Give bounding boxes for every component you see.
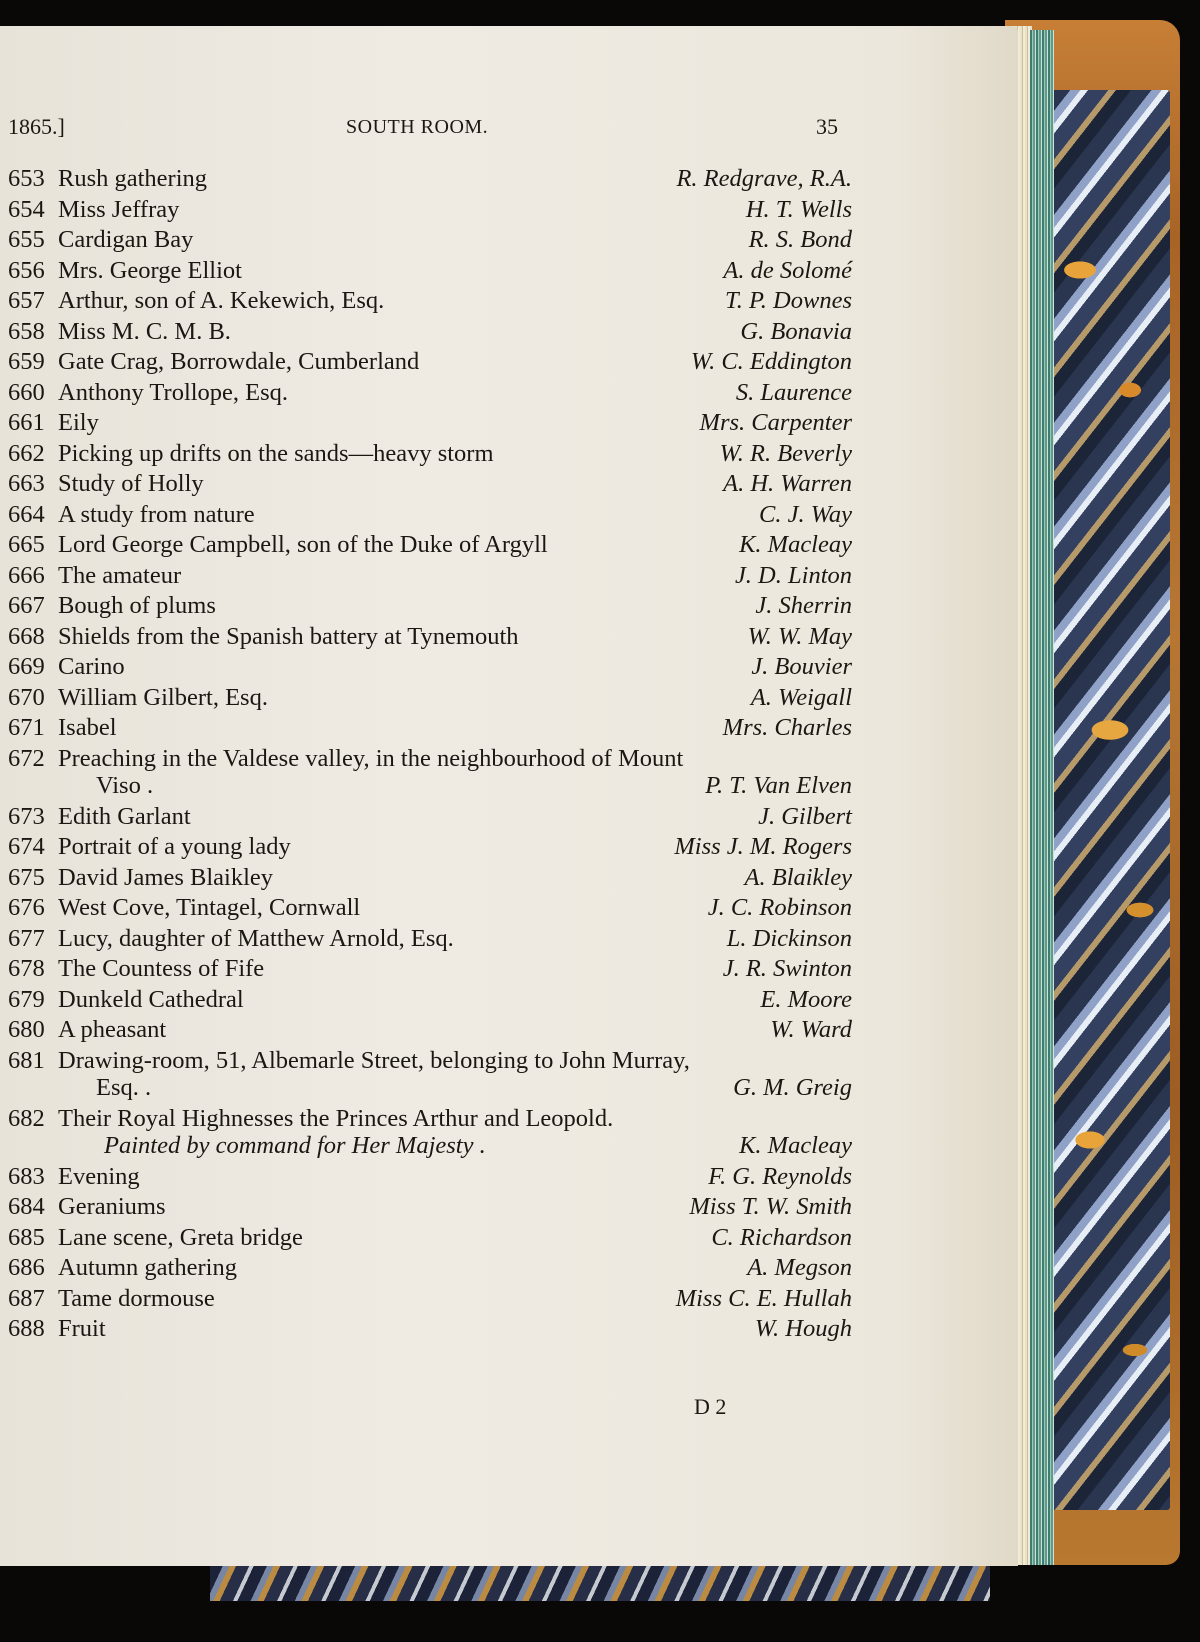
entry-artist: W. C. Eddington	[690, 348, 852, 375]
entry-title: Portrait of a young lady	[58, 833, 291, 860]
catalogue-entry	[8, 1223, 852, 1253]
entry-number: 665	[8, 531, 45, 558]
entry-number: 654	[8, 195, 45, 223]
catalogue-entry	[8, 744, 852, 774]
fore-edge	[1030, 30, 1054, 1575]
entry-artist: S. Laurence	[735, 378, 852, 406]
entry-title: Rush gathering	[58, 165, 208, 192]
entry-artist: A. H. Warren	[723, 470, 852, 497]
entry-title: Miss Jeffray	[58, 195, 180, 223]
entry-title: Lord George Campbell, son of the Duke of Argyll	[58, 531, 548, 558]
catalogue-entry	[8, 347, 852, 377]
entry-number: 658	[8, 317, 45, 345]
entry-title: Bough of plums	[58, 592, 216, 619]
entry-number: 676	[8, 894, 45, 921]
catalogue-entry	[8, 317, 852, 347]
entry-title: Geraniums	[58, 1193, 166, 1220]
entry-number: 680	[8, 1016, 45, 1043]
entry-number: 682	[8, 1104, 45, 1132]
catalogue-entry	[8, 469, 852, 499]
entry-title: Fruit	[58, 1315, 106, 1342]
entry-title: Tame dormouse	[58, 1284, 215, 1312]
entry-artist: Miss T. W. Smith	[689, 1193, 852, 1220]
entry-title: The Countess of Fife	[58, 955, 265, 982]
entry-title: Isabel	[58, 714, 117, 741]
entry-title: Lane scene, Greta bridge	[58, 1223, 303, 1251]
entry-title: Study of Holly	[58, 470, 204, 497]
entry-artist: J. D. Linton	[734, 561, 852, 589]
entry-artist: A. Blaikley	[744, 863, 852, 891]
entry-artist: F. G. Reynolds	[708, 1162, 852, 1190]
entry-title: Anthony Trollope, Esq.	[58, 378, 289, 406]
catalogue-entry	[8, 802, 852, 832]
entry-artist: W. Ward	[770, 1016, 852, 1043]
printed-page	[0, 26, 1018, 1566]
entry-number: 681	[8, 1046, 45, 1074]
entry-title: David James Blaikley	[58, 863, 274, 891]
catalogue-entry	[8, 622, 852, 652]
entry-title: A pheasant	[58, 1016, 167, 1043]
catalogue-entry	[8, 1015, 852, 1045]
entry-artist: W. Hough	[754, 1315, 852, 1342]
catalogue-entry-continuation	[8, 1073, 852, 1103]
entry-title: Edith Garlant	[58, 802, 191, 830]
catalogue-entry	[8, 256, 852, 286]
catalogue-entry	[8, 1162, 852, 1192]
entry-artist: R. Redgrave, R.A.	[676, 165, 852, 192]
catalogue-entry-continuation	[8, 1131, 852, 1161]
marbled-endpaper	[1050, 90, 1170, 1510]
catalogue-entry	[8, 1284, 852, 1314]
entry-artist: Mrs. Carpenter	[699, 409, 852, 436]
entry-number: 671	[8, 714, 45, 741]
entry-number: 687	[8, 1284, 45, 1312]
bottom-marbled-edge	[210, 1565, 990, 1601]
header-page-number: 35	[816, 114, 838, 139]
entry-title: Evening	[58, 1162, 140, 1190]
entry-artist: A. Weigall	[750, 683, 852, 711]
entry-title-continuation: Esq. .	[96, 1074, 152, 1101]
entry-title: Miss M. C. M. B.	[58, 317, 231, 345]
entry-title: The amateur	[58, 561, 182, 589]
catalogue-entry	[8, 530, 852, 560]
entry-artist: Mrs. Charles	[722, 714, 852, 741]
entry-artist: T. P. Downes	[724, 287, 852, 314]
entry-number: 668	[8, 622, 45, 650]
entry-artist: A. Megson	[747, 1254, 852, 1281]
running-header	[8, 114, 844, 148]
entry-artist: J. Sherrin	[755, 592, 852, 619]
catalogue-entry	[8, 1104, 852, 1134]
entry-title: Drawing-room, 51, Albemarle Street, belonging to John Murray,	[58, 1046, 690, 1074]
entry-number: 674	[8, 833, 45, 860]
entry-title-continuation: Viso .	[96, 772, 154, 799]
catalogue-entry	[8, 1253, 852, 1283]
entry-number: 660	[8, 378, 45, 406]
catalogue-entry	[8, 924, 852, 954]
catalogue-entry	[8, 378, 852, 408]
entry-number: 683	[8, 1162, 45, 1190]
catalogue-entry	[8, 713, 852, 743]
entry-artist: A. de Solomé	[723, 256, 852, 284]
entry-number: 666	[8, 561, 45, 589]
entry-artist: J. R. Swinton	[722, 955, 852, 982]
catalogue-entry	[8, 985, 852, 1015]
entry-number: 663	[8, 470, 45, 497]
entry-number: 684	[8, 1193, 45, 1220]
entry-artist: G. Bonavia	[740, 317, 852, 345]
entry-title: Lucy, daughter of Matthew Arnold, Esq.	[58, 924, 454, 952]
entry-title: Autumn gathering	[58, 1254, 237, 1281]
signature-mark: D 2	[694, 1394, 727, 1419]
entry-title: William Gilbert, Esq.	[58, 683, 268, 711]
entry-artist: P. T. Van Elven	[705, 772, 852, 799]
entry-number: 678	[8, 955, 45, 982]
catalogue-entry	[8, 1314, 852, 1344]
entry-number: 675	[8, 863, 45, 891]
catalogue-entry	[8, 500, 852, 530]
entry-artist: C. Richardson	[711, 1223, 852, 1251]
entry-number: 679	[8, 985, 45, 1013]
catalogue-entry	[8, 408, 852, 438]
entry-number: 670	[8, 683, 45, 711]
entry-number: 661	[8, 409, 45, 436]
entry-number: 669	[8, 653, 45, 680]
catalogue-entry	[8, 863, 852, 893]
entry-title-continuation: Painted by command for Her Majesty .	[104, 1132, 486, 1159]
catalogue-entry	[8, 954, 852, 984]
catalogue-entry	[8, 652, 852, 682]
entry-artist: J. Gilbert	[758, 802, 852, 830]
entry-title: Mrs. George Elliot	[58, 256, 242, 284]
catalogue-entry	[8, 683, 852, 713]
entry-title: Gate Crag, Borrowdale, Cumberland	[58, 348, 420, 375]
entry-title: West Cove, Tintagel, Cornwall	[58, 894, 361, 921]
entry-number: 686	[8, 1254, 45, 1281]
entry-number: 656	[8, 256, 45, 284]
catalogue-entry	[8, 1046, 852, 1076]
catalogue-entry	[8, 225, 852, 255]
entry-number: 677	[8, 924, 45, 952]
entry-number: 657	[8, 287, 45, 314]
entry-number: 664	[8, 500, 45, 528]
catalogue-entry	[8, 439, 852, 469]
catalogue-entry	[8, 591, 852, 621]
entry-number: 659	[8, 348, 45, 375]
entry-title: Dunkeld Cathedral	[58, 985, 244, 1013]
entry-number: 667	[8, 592, 45, 619]
entry-number: 685	[8, 1223, 45, 1251]
entry-artist: H. T. Wells	[745, 195, 852, 223]
entry-title: Cardigan Bay	[58, 226, 194, 253]
entry-artist: C. J. Way	[759, 500, 852, 528]
entry-title: Eily	[58, 409, 99, 436]
entry-artist: W. R. Beverly	[719, 439, 852, 467]
entry-number: 673	[8, 802, 45, 830]
entry-title: Picking up drifts on the sands—heavy storm	[58, 439, 494, 467]
catalogue-entry	[8, 893, 852, 923]
catalogue-entry	[8, 832, 852, 862]
entry-artist: W. W. May	[747, 622, 852, 650]
entry-title: Their Royal Highnesses the Princes Arthur and Leopold.	[58, 1104, 614, 1132]
entry-artist: K. Macleay	[739, 531, 852, 558]
entry-title: Arthur, son of A. Kekewich, Esq.	[58, 287, 385, 314]
entry-number: 662	[8, 439, 45, 467]
entry-title: A study from nature	[58, 500, 255, 528]
entry-title: Carino	[58, 653, 125, 680]
catalogue-entry	[8, 164, 852, 194]
entry-artist: E. Moore	[760, 985, 852, 1013]
entry-artist: J. Bouvier	[751, 653, 852, 680]
catalogue-entry	[8, 286, 852, 316]
entry-artist: Miss C. E. Hullah	[675, 1284, 852, 1312]
entry-artist: K. Macleay	[739, 1132, 852, 1159]
entry-artist: L. Dickinson	[726, 924, 852, 952]
entry-number: 688	[8, 1315, 45, 1342]
header-year: 1865.]	[8, 114, 65, 139]
entry-artist: J. C. Robinson	[707, 894, 852, 921]
catalogue-entry-continuation	[8, 771, 852, 801]
entry-artist: G. M. Greig	[733, 1074, 852, 1101]
entry-title: Shields from the Spanish battery at Tynemouth	[58, 622, 519, 650]
catalogue-entry	[8, 195, 852, 225]
entry-artist: Miss J. M. Rogers	[674, 833, 852, 860]
catalogue-entry	[8, 1192, 852, 1222]
entry-number: 653	[8, 165, 45, 192]
entry-number: 672	[8, 744, 45, 772]
entry-title: Preaching in the Valdese valley, in the neighbourhood of Mount	[58, 744, 684, 772]
catalogue-entry	[8, 561, 852, 591]
entry-number: 655	[8, 226, 45, 253]
header-title: SOUTH ROOM.	[346, 116, 489, 138]
entry-artist: R. S. Bond	[748, 226, 852, 253]
